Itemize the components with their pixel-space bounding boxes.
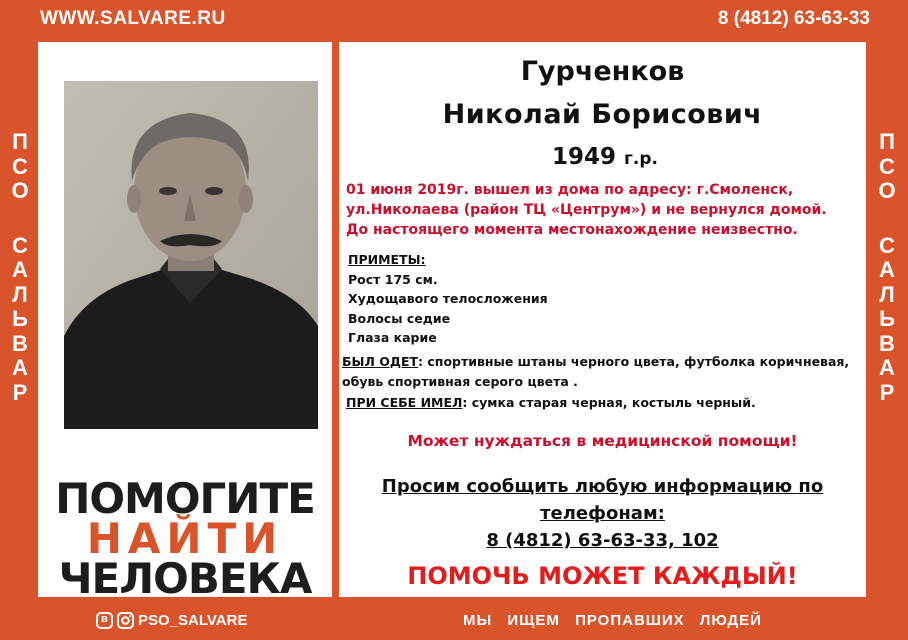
social-handle[interactable] bbox=[96, 612, 247, 629]
signs-block bbox=[348, 250, 548, 348]
side-letter: А bbox=[879, 257, 895, 282]
side-letter: А bbox=[12, 257, 28, 282]
help-line-2: НАЙТИ bbox=[86, 514, 284, 563]
clothes-label: БЫЛ ОДЕТ bbox=[342, 354, 419, 369]
contact-phones[interactable] bbox=[339, 530, 866, 551]
side-letter: Ь bbox=[879, 306, 895, 331]
help-line-3: ЧЕЛОВЕКА bbox=[58, 554, 312, 603]
carry-label: ПРИ СЕБЕ ИМЕЛ bbox=[346, 395, 463, 410]
clothes-block bbox=[342, 352, 849, 391]
site-url[interactable]: WWW.SALVARE.RU bbox=[40, 8, 226, 29]
side-letter: О bbox=[11, 178, 29, 203]
side-label-right bbox=[875, 130, 899, 405]
birth-year-suffix: г.р. bbox=[624, 149, 658, 169]
side-letter: П bbox=[12, 129, 28, 154]
story-line: ул.Николаева (район ТЦ «Центрум») и не вернулся домой. bbox=[346, 202, 827, 218]
birth-year bbox=[552, 144, 658, 170]
person-surname: Гурченков bbox=[520, 56, 685, 87]
contact-line-2 bbox=[339, 503, 866, 524]
clothes-text: : спортивные штаны черного цвета, футболка коричневая, bbox=[418, 354, 850, 369]
story-line: 01 июня 2019г. вышел из дома по адресу: г.Смоленск, bbox=[346, 182, 794, 198]
story-line: До настоящего момента местонахождение неизвестно. bbox=[346, 222, 798, 238]
carry-block bbox=[346, 395, 756, 410]
side-letter: Р bbox=[12, 379, 28, 405]
social-handle-text[interactable]: PSO_SALVARE bbox=[138, 612, 248, 629]
header-phone: 8 (4812) 63-63-33 bbox=[717, 8, 870, 29]
side-letter: П bbox=[879, 129, 895, 154]
clothes-text-2: обувь спортивная серого цвета . bbox=[342, 373, 578, 389]
contact-text: телефонам: bbox=[540, 503, 665, 524]
side-label-left bbox=[8, 130, 32, 405]
carry-text: : сумка старая черная, костыль черный. bbox=[462, 395, 756, 410]
slogan: ПОМОЧЬ МОЖЕТ КАЖДЫЙ! bbox=[407, 562, 798, 590]
disappearance-story bbox=[346, 180, 827, 240]
sign-item: Худощавого телосложения bbox=[348, 291, 548, 306]
side-letter: Р bbox=[879, 379, 895, 405]
help-line-1: ПОМОГИТЕ bbox=[55, 474, 315, 523]
side-letter: А bbox=[879, 355, 895, 380]
side-letter: Л bbox=[879, 281, 895, 307]
sign-item: Волосы седие bbox=[348, 310, 451, 326]
contact-text: Просим сообщить любую информацию по bbox=[381, 476, 824, 497]
contact-phone-numbers[interactable]: 8 (4812) 63-63-33, 102 bbox=[486, 530, 719, 551]
side-letter: В bbox=[879, 330, 895, 356]
instagram-icon[interactable] bbox=[117, 612, 134, 629]
footer-tagline: МЫ ИЩЕМ ПРОПАВШИХ ЛЮДЕЙ bbox=[463, 612, 762, 629]
side-letter: С bbox=[879, 153, 895, 179]
side-letter: С bbox=[879, 232, 895, 258]
side-letter: А bbox=[12, 355, 28, 380]
missing-person-photo bbox=[64, 81, 318, 429]
contact-line-1 bbox=[339, 476, 866, 497]
side-letter: Л bbox=[12, 281, 28, 307]
vk-icon[interactable]: в bbox=[96, 612, 113, 629]
side-letter: С bbox=[12, 153, 28, 179]
side-letter: О bbox=[878, 178, 896, 203]
person-name: Николай Борисович bbox=[442, 99, 763, 130]
birth-year-value: 1949 bbox=[552, 144, 617, 170]
sign-item: Глаза карие bbox=[348, 330, 437, 345]
side-letter: В bbox=[12, 330, 28, 356]
side-letter: Ь bbox=[12, 306, 28, 331]
signs-title: ПРИМЕТЫ: bbox=[348, 252, 426, 267]
side-letter: С bbox=[12, 232, 28, 258]
medical-notice: Может нуждаться в медицинской помощи! bbox=[407, 432, 798, 450]
sign-item: Рост 175 см. bbox=[348, 271, 438, 287]
